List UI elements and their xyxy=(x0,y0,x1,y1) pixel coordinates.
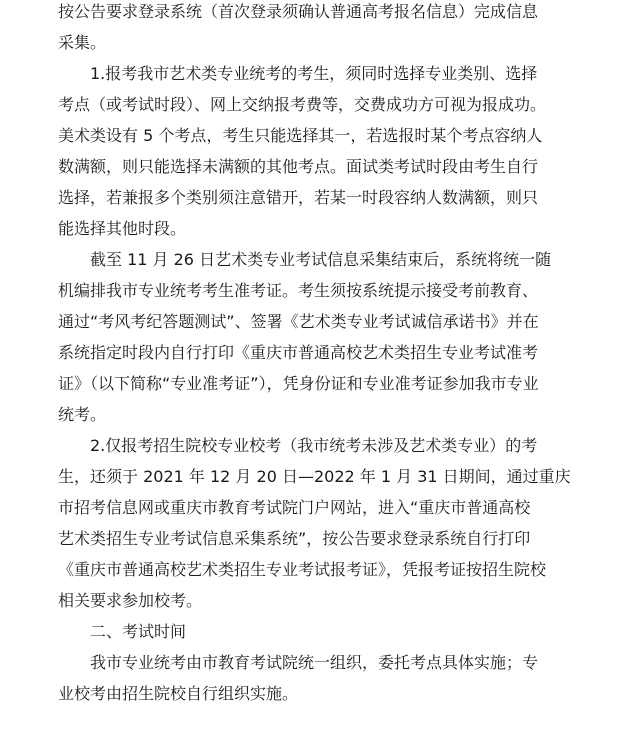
text-line: 2.仅报考招生院校专业校考（我市统考未涉及艺术类专业）的考 xyxy=(90,436,538,455)
text-line: 1.报考我市艺术类专业统考的考生，须同时选择专业类别、选择 xyxy=(90,64,538,83)
text-line: 二、考试时间 xyxy=(90,622,187,641)
text-line: 系统指定时段内自行打印《重庆市普通高校艺术类招生专业考试准考 xyxy=(58,343,539,362)
text-line: 统考。 xyxy=(58,405,107,424)
text-line: 数满额，则只能选择未满额的其他考点。面试类考试时段由考生自行 xyxy=(58,157,539,176)
text-line: 通过“考风考纪答题测试”、签署《艺术类专业考试诚信承诺书》并在 xyxy=(58,312,539,331)
paragraph-admission-ticket xyxy=(58,244,578,430)
text-line: 能选择其他时段。 xyxy=(58,219,187,238)
text-line: 按公告要求登录系统（首次登录须确认普通高考报名信息）完成信息 xyxy=(58,2,539,21)
text-line: 采集。 xyxy=(58,33,107,52)
paragraph-school-exam-registration xyxy=(58,430,578,616)
text-line: 美术类设有 5 个考点，考生只能选择其一，若选报时某个考点容纳人 xyxy=(58,126,543,145)
text-line: 机编排我市专业统考考生准考证。考生须按系统提示接受考前教育、 xyxy=(58,281,539,300)
text-line: 业校考由招生院校自行组织实施。 xyxy=(58,684,299,703)
text-line: 证》（以下简称“专业准考证”），凭身份证和专业准考证参加我市专业 xyxy=(58,374,539,393)
text-line: 截至 11 月 26 日艺术类专业考试信息采集结束后，系统将统一随 xyxy=(90,250,552,269)
section-heading-exam-time xyxy=(58,616,578,647)
text-line: 相关要求参加校考。 xyxy=(58,591,203,610)
text-line: 我市专业统考由市教育考试院统一组织，委托考点具体实施；专 xyxy=(90,653,539,672)
text-line: 选择，若兼报多个类别须注意错开，若某一时段容纳人数满额，则只 xyxy=(58,188,539,207)
paragraph-unified-exam-registration xyxy=(58,58,578,244)
text-line: 生，还须于 2021 年 12 月 20 日—2022 年 1 月 31 日期间，通过重庆 xyxy=(58,467,571,486)
paragraph-exam-organization xyxy=(58,647,578,709)
paragraph-registration-continued xyxy=(58,0,578,58)
text-line: 市招考信息网或重庆市教育考试院门户网站，进入“重庆市普通高校 xyxy=(58,498,531,517)
text-line: 艺术类招生专业考试信息采集系统”，按公告要求登录系统自行打印 xyxy=(58,529,531,548)
text-line: 《重庆市普通高校艺术类招生专业考试报考证》，凭报考证按招生院校 xyxy=(58,560,547,579)
text-line: 考点（或考试时段）、网上交纳报考费等，交费成功方可视为报成功。 xyxy=(58,95,547,114)
